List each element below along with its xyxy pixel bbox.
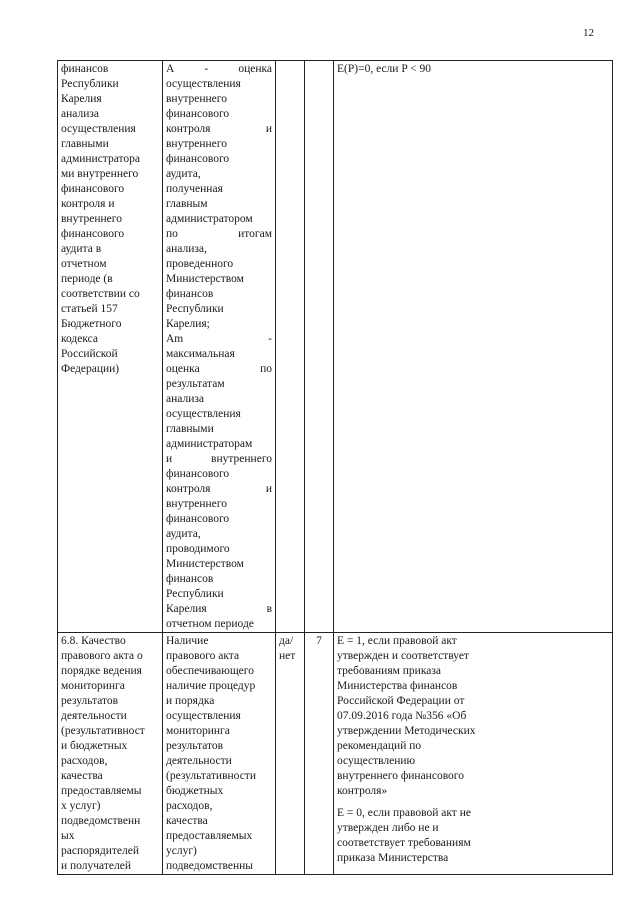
cell-text-line: предоставляемы [61, 785, 142, 797]
cell-text-line: подведомственн [61, 815, 141, 827]
cell-text-line: аудита в [61, 243, 102, 255]
cell-text-line: распорядителей [61, 845, 140, 857]
cell-word: обеспечивающего [166, 665, 254, 677]
cell-word: аудита, [166, 168, 201, 180]
cell-word: администраторам [166, 438, 253, 450]
cell-text-line: финансового [61, 228, 125, 240]
cell-text-line: и бюджетных [61, 740, 128, 752]
cell-text-line: отчетном [61, 258, 107, 270]
cell-text-line: ых [61, 830, 75, 842]
cell-word: расходов, [166, 800, 213, 812]
cell-word: и [265, 483, 272, 495]
cell-word: отчетном периоде [166, 618, 254, 630]
cell-text-line: контроля» [337, 785, 388, 797]
cell-word: осуществления [166, 78, 241, 90]
cell-text-line [166, 694, 272, 709]
cell-word: и [265, 123, 272, 135]
cell-text-line: осуществления [61, 123, 136, 135]
cell-text-line: 6.8. Качество [61, 635, 126, 647]
cell-text-line [166, 649, 272, 664]
cell-text-line [166, 739, 272, 754]
cell-text-line: х услуг) [61, 800, 101, 812]
cell-text-line [166, 814, 272, 829]
cell-word: подведомственны [166, 860, 254, 872]
cell-text-line [166, 347, 272, 362]
cell-word: мониторинга [166, 725, 230, 737]
table-row [58, 61, 613, 633]
cell-word: по [260, 363, 272, 375]
cell-text-line [166, 362, 272, 377]
cell-text-line: качества [61, 770, 103, 782]
cell-text-line: утвержден и соответствует [337, 650, 469, 662]
cell-text-line [166, 377, 272, 392]
indicator-formula-cell [163, 633, 276, 875]
cell-word: (результативности [166, 770, 256, 782]
indicator-name-cell [58, 633, 163, 875]
cell-text-line: финансов [61, 63, 109, 75]
cell-text-line [166, 197, 272, 212]
cell-word: финансового [166, 513, 230, 525]
cell-word: проводимого [166, 543, 230, 555]
cell-text-line [166, 512, 272, 527]
cell-word: главным [166, 198, 208, 210]
cell-word: в [266, 603, 272, 615]
cell-word: услуг) [166, 845, 197, 857]
cell-text-line [166, 709, 272, 724]
cell-word: анализа [166, 393, 205, 405]
cell-word: качества [166, 815, 208, 827]
cell-text-line: утверждении Методических [337, 725, 476, 737]
cell-text-line: соответствии со [61, 288, 140, 300]
cell-text-line [166, 137, 272, 152]
cell-text-line [166, 92, 272, 107]
cell-word: и [166, 453, 173, 465]
cell-word: анализа, [166, 243, 207, 255]
cell-word: Наличие [166, 635, 209, 647]
cell-text-line [166, 799, 272, 814]
cell-word: осуществления [166, 710, 241, 722]
cell-word: Министерством [166, 558, 244, 570]
cell-text-line: контроля и [61, 198, 115, 210]
cell-text-line: и получателей [61, 860, 131, 872]
cell-word: финансов [166, 288, 214, 300]
cell-text-line [166, 527, 272, 542]
cell-word: контроля [166, 123, 211, 135]
indicator-table [57, 60, 613, 875]
cell-text-line [166, 212, 272, 227]
cell-text-line [166, 437, 272, 452]
cell-text-line: финансового [61, 183, 125, 195]
cell-text-line [166, 724, 272, 739]
evaluation-cell [334, 61, 613, 633]
cell-word: оценка [166, 363, 200, 375]
cell-text-line: 07.09.2016 года №356 «Об [337, 710, 467, 722]
cell-text-line: правового акта о [61, 650, 143, 662]
cell-word: и порядка [166, 695, 215, 707]
cell-text-line: внутреннего [61, 213, 122, 225]
cell-text-line [166, 587, 272, 602]
cell-text-line: расходов, [61, 755, 108, 767]
cell-text-line: Республики [61, 78, 119, 90]
cell-text-line [166, 497, 272, 512]
cell-text-line [166, 302, 272, 317]
cell-text-line [166, 679, 272, 694]
cell-text-line: результатов [61, 695, 119, 707]
cell-text-line: утвержден либо не и [337, 822, 439, 834]
cell-word: внутреннего [166, 93, 227, 105]
unit-cell [276, 633, 305, 875]
cell-word: результатам [166, 378, 225, 390]
cell-text-line [166, 242, 272, 257]
cell-text-line: осуществлению [337, 755, 416, 767]
cell-word: итогам [238, 228, 272, 240]
cell-word: аудита, [166, 528, 201, 540]
cell-text-line: Министерства финансов [337, 680, 458, 692]
cell-text-line: Федерации) [61, 363, 120, 375]
cell-text-line [166, 182, 272, 197]
cell-word: внутреннего [211, 453, 272, 465]
cell-word: финансового [166, 153, 230, 165]
cell-text-line [166, 407, 272, 422]
cell-text-line: периоде (в [61, 273, 113, 285]
cell-text-line [166, 392, 272, 407]
indicator-name-cell [58, 61, 163, 633]
cell-text-line [166, 107, 272, 122]
cell-text-line [166, 332, 272, 347]
cell-text-line: Российской Федерации от [337, 695, 465, 707]
cell-word: проведенного [166, 258, 234, 270]
cell-word: правового акта [166, 650, 240, 662]
cell-text-line: приказа Министерства [337, 852, 449, 864]
cell-word: наличие процедур [166, 680, 256, 692]
cell-text-line [166, 122, 272, 137]
cell-text-line: администратора [61, 153, 141, 165]
cell-text-line: статьей 157 [61, 303, 118, 315]
cell-word: полученная [166, 183, 223, 195]
cell-text-line [166, 482, 272, 497]
cell-word: деятельности [166, 755, 232, 767]
cell-text-line [166, 152, 272, 167]
cell-text-line: Бюджетного [61, 318, 122, 330]
cell-text-line: E(P)=0, если P < 90 [337, 63, 432, 75]
cell-text-line [166, 844, 272, 859]
cell-text-line: главными [61, 138, 109, 150]
cell-text-line [166, 634, 272, 649]
cell-text-line: кодекса [61, 333, 99, 345]
cell-text-line [166, 754, 272, 769]
cell-text-line: 7 [316, 635, 322, 647]
cell-text-line: да/ [279, 635, 294, 647]
unit-cell [276, 61, 305, 633]
weight-cell [305, 61, 334, 633]
cell-word: Республики [166, 588, 224, 600]
cell-word: Am [166, 333, 184, 345]
cell-text-line [166, 287, 272, 302]
cell-text-line: мониторинга [61, 680, 125, 692]
cell-word: главными [166, 423, 214, 435]
cell-text-line [166, 542, 272, 557]
cell-word: контроля [166, 483, 211, 495]
cell-word: Карелия; [166, 318, 210, 330]
cell-text-line: рекомендаций по [337, 740, 422, 752]
cell-word: администратором [166, 213, 253, 225]
paragraph-gap [337, 799, 609, 806]
cell-text-line: соответствует требованиям [337, 837, 471, 849]
cell-text-line [166, 422, 272, 437]
evaluation-cell [334, 633, 613, 875]
cell-text-line: внутреннего финансового [337, 770, 464, 782]
cell-text-line: требованиям приказа [337, 665, 441, 677]
cell-text-line [166, 272, 272, 287]
cell-word: финансового [166, 108, 230, 120]
cell-word: A [166, 63, 175, 75]
cell-text-line [166, 617, 272, 632]
cell-text-line: порядке ведения [61, 665, 142, 677]
cell-text-line [166, 257, 272, 272]
cell-text-line [166, 664, 272, 679]
cell-text-line [166, 317, 272, 332]
cell-word: - [204, 63, 209, 75]
cell-word: результатов [166, 740, 224, 752]
cell-text-line: Карелия [61, 93, 102, 105]
cell-text-line [166, 572, 272, 587]
cell-text-line: (результативност [61, 725, 145, 737]
cell-word: финансового [166, 468, 230, 480]
cell-word: Министерством [166, 273, 244, 285]
cell-text-line [166, 77, 272, 92]
cell-text-line: E = 1, если правовой акт [337, 635, 457, 647]
cell-text-line [166, 467, 272, 482]
cell-word: предоставляемых [166, 830, 253, 842]
cell-word: Карелия [166, 603, 207, 615]
cell-word: финансов [166, 573, 214, 585]
cell-word: - [268, 333, 272, 345]
table-row [58, 633, 613, 875]
cell-text-line: анализа [61, 108, 100, 120]
indicator-formula-cell [163, 61, 276, 633]
cell-text-line [166, 769, 272, 784]
cell-text-line: E = 0, если правовой акт не [337, 807, 471, 819]
cell-word: по [166, 228, 178, 240]
cell-text-line: нет [279, 650, 296, 662]
cell-text-line [166, 859, 272, 874]
page-number: 12 [583, 27, 594, 39]
cell-word: внутреннего [166, 138, 227, 150]
cell-word: оценка [238, 63, 272, 75]
cell-word: осуществления [166, 408, 241, 420]
cell-text-line: Российской [61, 348, 118, 360]
cell-text-line [166, 167, 272, 182]
cell-text-line [166, 452, 272, 467]
cell-text-line: деятельности [61, 710, 127, 722]
cell-word: максимальная [166, 348, 235, 360]
cell-text-line [166, 557, 272, 572]
cell-text-line [166, 829, 272, 844]
cell-text-line: ми внутреннего [61, 168, 139, 180]
cell-text-line [166, 62, 272, 77]
cell-text-line [166, 784, 272, 799]
weight-cell [305, 633, 334, 875]
cell-word: бюджетных [166, 785, 224, 797]
cell-text-line [166, 602, 272, 617]
cell-text-line [166, 227, 272, 242]
cell-word: внутреннего [166, 498, 227, 510]
cell-word: Республики [166, 303, 224, 315]
